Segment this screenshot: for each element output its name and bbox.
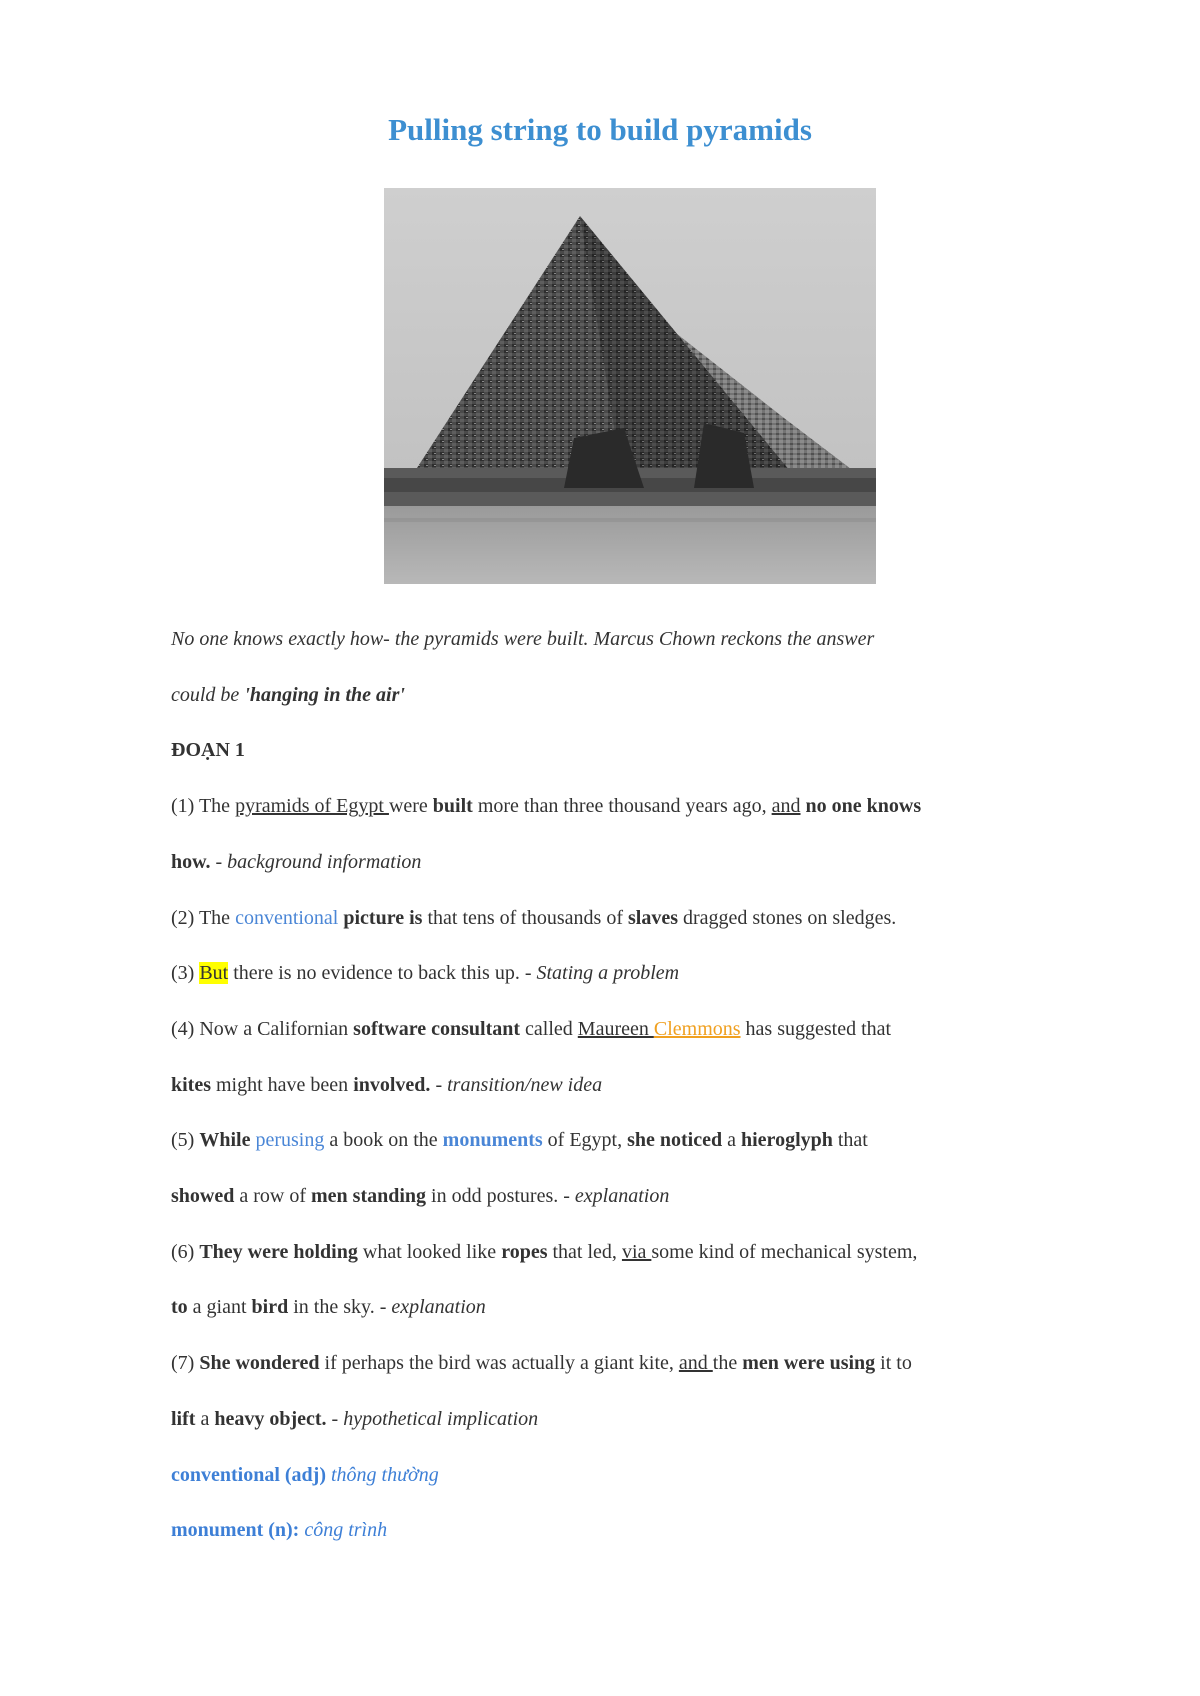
sentence-5-cont: showed a row of men standing in odd postures. - explanation: [171, 1185, 670, 1208]
intro-quote: 'hanging in the air': [244, 683, 405, 706]
section-heading: ĐOẠN 1: [171, 739, 245, 762]
sentence-1: (1) The pyramids of Egypt were built more than three thousand years ago, and no one knows: [171, 795, 922, 818]
vocab-entry-conventional: conventional (adj) thông thường: [171, 1463, 439, 1486]
vocab-word-monuments: monuments: [442, 1129, 543, 1152]
sentence-4: (4) Now a Californian software consultant called Maureen Clemmons has suggested that: [171, 1017, 892, 1040]
annotation: explanation: [391, 1296, 486, 1319]
sentence-6: (6) They were holding what looked like ropes that led, via some kind of mechanical system,: [171, 1240, 918, 1263]
vocab-word-conventional: conventional: [235, 906, 339, 929]
annotation: hypothetical implication: [343, 1407, 539, 1430]
annotation: background information: [227, 850, 422, 873]
pyramid-image: [384, 188, 876, 584]
name-clemmons: Clemmons: [653, 1017, 741, 1040]
sentence-4-cont: kites might have been involved. - transition/new idea: [171, 1073, 603, 1096]
sentence-1-cont: how. - background information: [171, 850, 422, 873]
sentence-6-cont: to a giant bird in the sky. - explanation: [171, 1296, 486, 1319]
annotation: transition/new idea: [447, 1073, 603, 1096]
annotation: Stating a problem: [536, 962, 680, 985]
annotation: explanation: [574, 1185, 670, 1208]
sentence-7: (7) She wondered if perhaps the bird was actually a giant kite, and the men were using it to: [171, 1352, 912, 1375]
intro-line-2: could be 'hanging in the air': [171, 683, 405, 706]
intro-line-1: No one knows exactly how- the pyramids were built. Marcus Chown reckons the answer: [171, 628, 875, 650]
pyramid-photo: [384, 188, 876, 584]
document-body: [171, 612, 1091, 1559]
vocab-word-perusing: perusing: [255, 1129, 325, 1152]
highlighted-word: But: [199, 962, 229, 985]
sentence-7-cont: lift a heavy object. - hypothetical implication: [171, 1407, 539, 1430]
sentence-2: (2) The conventional picture is that tens of thousands of slaves dragged stones on sledges.: [171, 906, 897, 929]
sentence-5: (5) While perusing a book on the monuments of Egypt, she noticed a hieroglyph that: [171, 1129, 868, 1152]
sentence-3: (3) But there is no evidence to back this up. - Stating a problem: [171, 962, 680, 985]
page-title: Pulling string to build pyramids: [388, 112, 812, 147]
vocab-entry-monument: monument (n): công trình: [171, 1519, 388, 1542]
